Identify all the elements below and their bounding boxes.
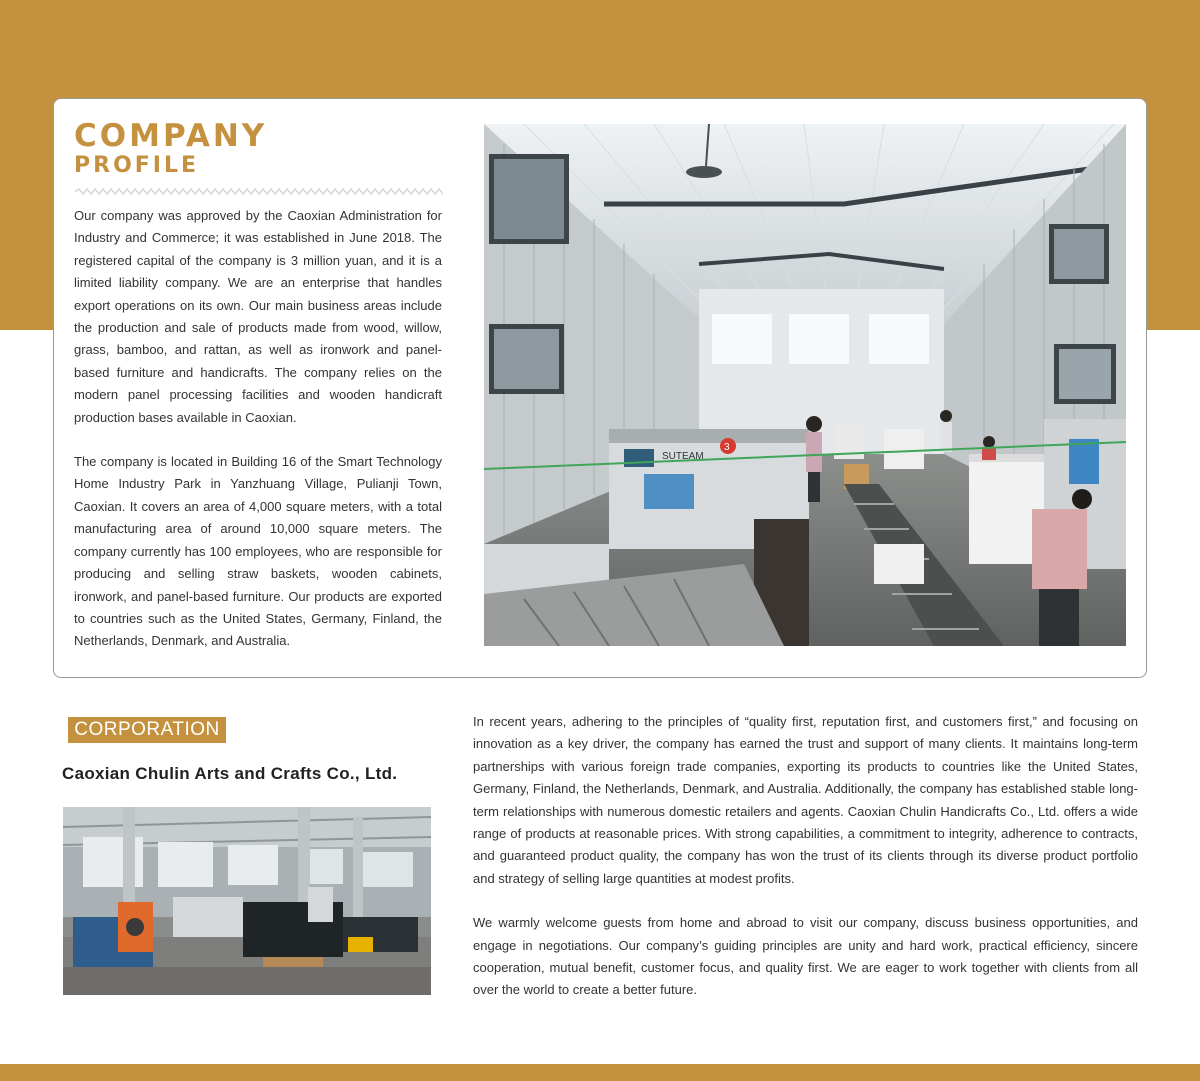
profile-paragraph-1: Our company was approved by the Caoxian Administration for Industry and Commerce; it was established in June 2018. The registered capital of the company is 3 million yuan, and it is a limited liability company. We are an enterprise that handles export operations on its own. Our main business areas include the production and sale of products made from wood, willow, grass, bamboo, and rattan, as well as ironwork and panel-based furniture and handicrafts. The company relies on the modern panel processing facilities and wooden handicraft production bases available in Caoxian. [74, 208, 442, 425]
profile-subtitle: PROFILE [74, 153, 200, 178]
machine-label: SUTEAM [662, 451, 704, 462]
wave-divider [75, 187, 443, 197]
profile-description [74, 205, 442, 675]
corporation-badge: CORPORATION [68, 717, 226, 743]
corporation-name: Caoxian Chulin Arts and Crafts Co., Ltd. [62, 764, 398, 783]
overview-paragraph-1: In recent years, adhering to the principles of “quality first, reputation first, and customers first,” and focusing on innovation as a key driver, the company has earned the trust and support of many clients. It maintains long-term partnerships with various foreign trade companies, exporting its products to countries like the United States, Germany, Finland, the Netherlands, Denmark, and Australia. Additionally, the company has established stable long-term relationships with numerous domestic retailers and agents. Caoxian Chulin Handicrafts Co., Ltd. offers a wide range of products at reasonable prices. With strong capabilities, a commitment to integrity, adherence to contracts, and guaranteed product quality, the company has won the trust of its clients through its diverse product portfolio and strategy of selling large quantities at modest profits. [473, 714, 1138, 886]
machine-number: 3 [724, 442, 730, 453]
workshop-photo [63, 807, 431, 995]
profile-title: COMPANY [74, 118, 268, 154]
company-profile-card [53, 98, 1147, 678]
profile-paragraph-2: The company is located in Building 16 of the Smart Technology Home Industry Park in Yanzhuang Village, Pulianji Town, Caoxian. It covers an area of 4,000 square meters, with a total manufacturing area of around 10,000 square meters. The company currently has 100 employees, who are responsible for producing and selling straw baskets, wooden cabinets, ironwork, and panel-based furniture. Our products are exported to countries such as the United States, Germany, Finland, the Netherlands, Denmark, and Australia. [74, 454, 442, 649]
factory-interior-photo [484, 124, 1126, 646]
bottom-accent-band [0, 1064, 1200, 1081]
overview-paragraph-2: We warmly welcome guests from home and abroad to visit our company, discuss business opportunities, and engage in negotiations. Our company’s guiding principles are unity and hard work, practical efficiency, sincere cooperation, mutual benefit, customer focus, and quality first. We are eager to work together with clients from all over the world to create a better future. [473, 915, 1138, 998]
company-overview-text [473, 711, 1138, 1024]
